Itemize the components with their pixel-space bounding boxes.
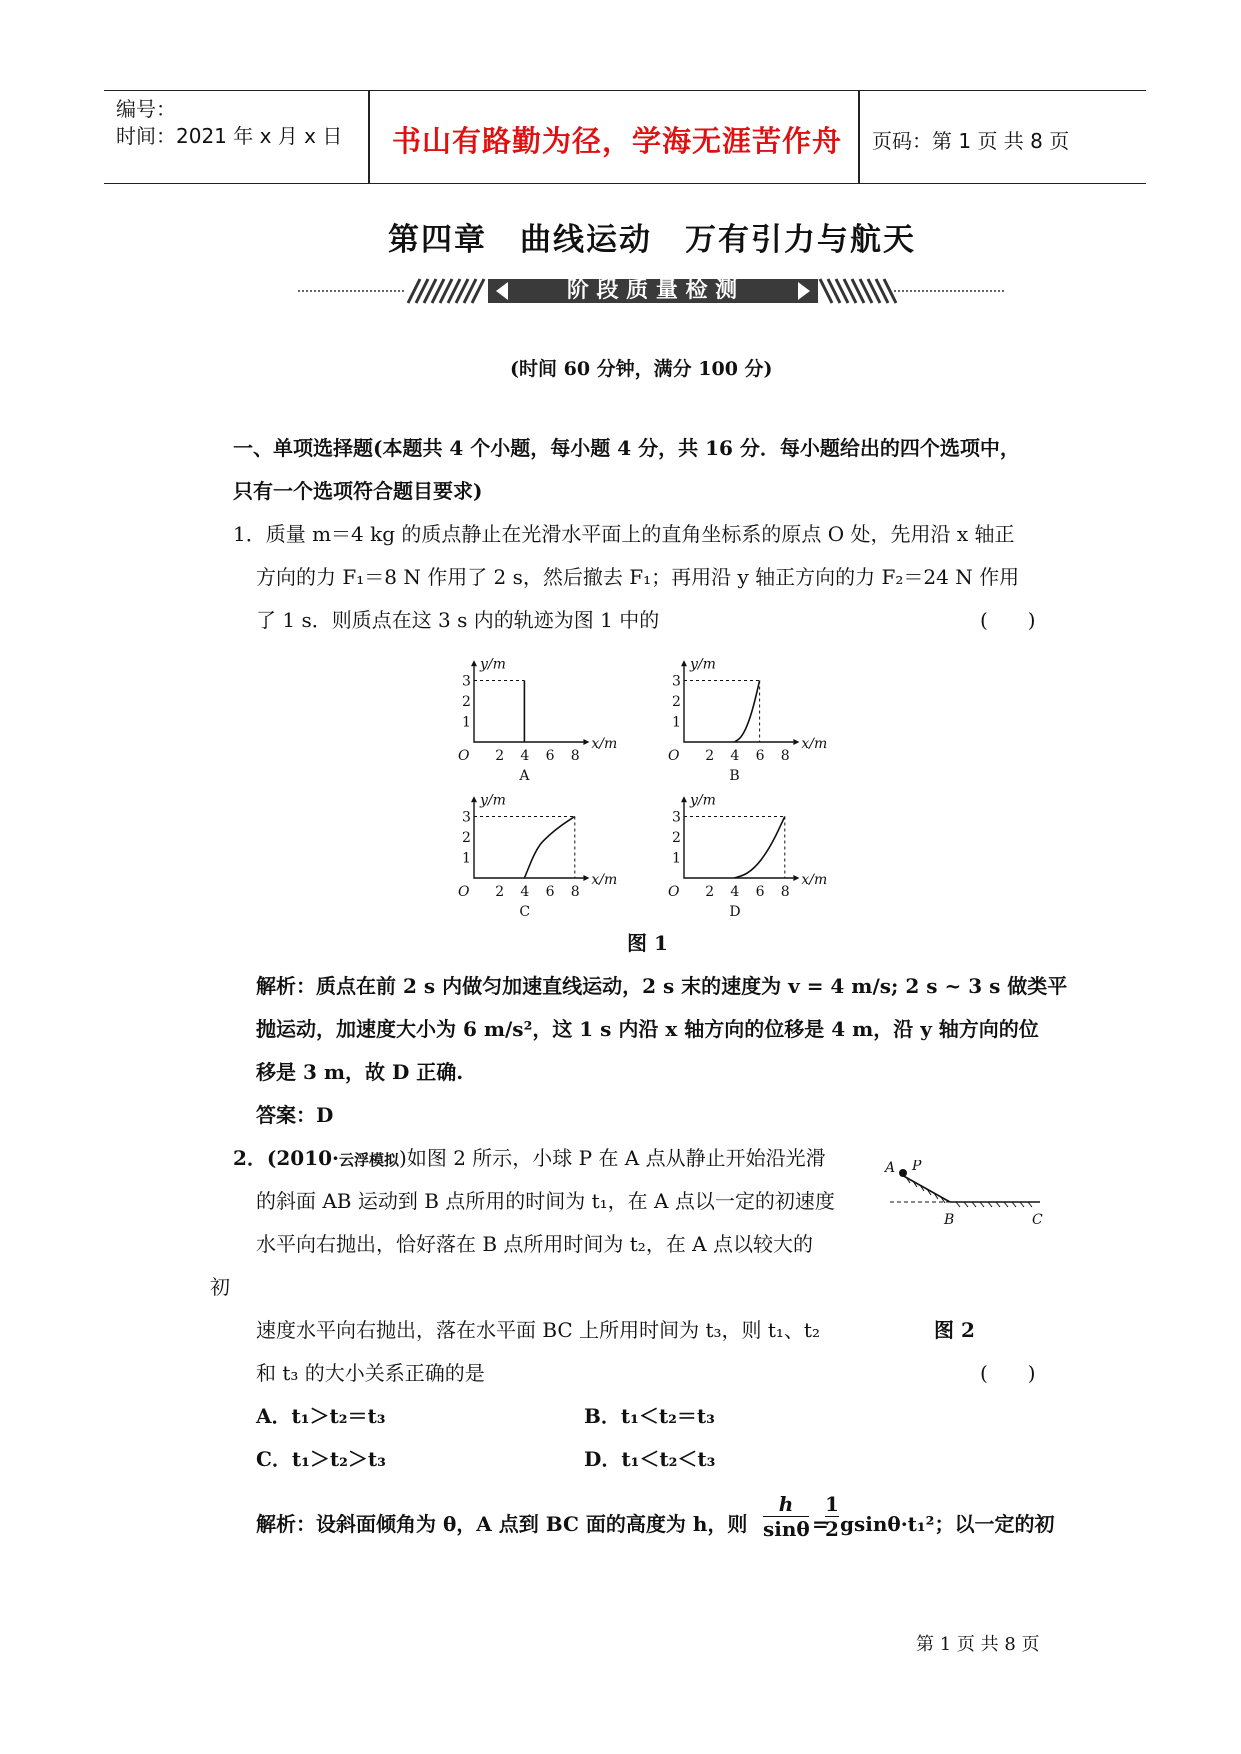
y-tick-A-3: 3 [462, 673, 471, 690]
x-tick-D-2: 2 [705, 884, 715, 900]
q1-analysis-line3: 移是 3 m，故 D 正确. [256, 1060, 464, 1084]
y-axis-label-A: y/m [480, 656, 506, 673]
x-tick-D-6: 6 [755, 884, 765, 900]
x-arrow-D [793, 875, 799, 881]
origin-D: O [668, 884, 680, 900]
y-tick-B-2: 2 [672, 694, 681, 710]
q1-line2: 方向的力 F₁＝8 N 作用了 2 s，然后撤去 F₁；再用沿 y 轴正方向的力 F₂＝24 N 作用 [256, 565, 1020, 589]
x-axis-label-A: x/m [591, 736, 618, 752]
header-divider-left [368, 91, 370, 183]
y-tick-A-1: 1 [462, 714, 471, 731]
panel-label-D: D [729, 904, 741, 920]
x-axis-label-D: x/m [801, 872, 828, 888]
x-axis-label-C: x/m [591, 872, 618, 888]
y-tick-D-3: 3 [672, 809, 681, 826]
fraction-2-denominator: 2 [825, 1517, 839, 1541]
q1-analysis-line2: 抛运动，加速度大小为 6 m/s²，这 1 s 内沿 x 轴方向的位移是 4 m，沿 y 轴方向的位 [256, 1017, 1039, 1041]
y-axis-label-B: y/m [690, 656, 716, 673]
q2-line4: 初 [210, 1275, 230, 1299]
q2-line1-text: )如图 2 所示，小球 P 在 A 点从静止开始沿光滑 [399, 1146, 826, 1170]
q2-line5: 速度水平向右抛出，落在水平面 BC 上所用时间为 t₃，则 t₁、t₂ [256, 1318, 820, 1342]
figure-1-caption: 图 1 [627, 931, 668, 955]
origin-A: O [458, 748, 470, 764]
equals-sign: = [812, 1512, 829, 1536]
trajectory-B [734, 681, 759, 743]
q2-option-c: C．t₁＞t₂＞t₃ [256, 1447, 386, 1471]
x-tick-B-2: 2 [705, 748, 715, 764]
panel-label-C: C [519, 904, 531, 920]
page-code: 页码：第 1 页 共 8 页 [872, 129, 1070, 153]
x-tick-B-6: 6 [755, 748, 765, 764]
q2-line1 [233, 1146, 826, 1172]
x-tick-A-6: 6 [545, 748, 555, 764]
panel-label-B: B [729, 768, 740, 784]
y-tick-C-3: 3 [462, 809, 471, 826]
y-tick-C-1: 1 [462, 850, 471, 867]
origin-C: O [458, 884, 470, 900]
q1-analysis-line1: 解析：质点在前 2 s 内做匀加速直线运动，2 s 末的速度为 v = 4 m/s; 2 s ~ 3 s 做类平 [256, 974, 1068, 998]
y-arrow-B [681, 660, 687, 666]
trajectory-D [734, 817, 784, 879]
q2-answer-bracket: ( ) [980, 1361, 1036, 1385]
y-tick-D-2: 2 [672, 830, 681, 846]
section-heading-line1: 一、单项选择题(本题共 4 个小题，每小题 4 分，共 16 分．每小题给出的四个选项中， [233, 436, 1020, 460]
header-divider-right [858, 91, 860, 183]
q2-line6: 和 t₃ 的大小关系正确的是 [256, 1361, 485, 1385]
x-tick-D-4: 4 [730, 884, 740, 900]
q1-answer-bracket: ( ) [980, 608, 1036, 632]
y-tick-A-2: 2 [462, 694, 471, 710]
y-tick-B-1: 1 [672, 714, 681, 731]
panel-label-A: A [519, 768, 530, 784]
label-b: B [944, 1212, 955, 1228]
x-tick-C-2: 2 [495, 884, 505, 900]
section-heading-line2: 只有一个选项符合题目要求) [233, 479, 483, 503]
q1-line3: 了 1 s．则质点在这 3 s 内的轨迹为图 1 中的 [256, 608, 660, 632]
y-arrow-C [471, 796, 477, 802]
label-a: A [885, 1160, 896, 1176]
figure-2-incline [880, 1160, 1060, 1232]
origin-B: O [668, 748, 680, 764]
axes-D [684, 802, 793, 878]
charts-root [458, 656, 827, 920]
q2-analysis-prefix: 解析：设斜面倾角为 θ，A 点到 BC 面的高度为 h，则 [256, 1512, 748, 1536]
q2-option-b: B．t₁＜t₂＝t₃ [584, 1404, 715, 1428]
y-tick-B-3: 3 [672, 673, 681, 690]
fraction-2-numerator: 1 [825, 1492, 839, 1516]
q1-answer: 答案：D [256, 1103, 334, 1127]
y-tick-C-2: 2 [462, 830, 471, 846]
label-c: C [1032, 1212, 1043, 1228]
page-footer: 第 1 页 共 8 页 [916, 1634, 1040, 1655]
figure-1-charts [438, 644, 858, 922]
exam-info: (时间 60 分钟，满分 100 分) [510, 358, 773, 380]
y-arrow-D [681, 796, 687, 802]
ball-p [899, 1169, 907, 1177]
x-axis-label-B: x/m [801, 736, 828, 752]
fraction-1 [763, 1492, 809, 1541]
y-arrow-A [471, 660, 477, 666]
date-label: 时间：2021 年 x 月 x 日 [116, 124, 343, 148]
x-tick-B-4: 4 [730, 748, 740, 764]
q1-line1: 1．质量 m＝4 kg 的质点静止在光滑水平面上的直角坐标系的原点 O 处，先用沿 x 轴正 [233, 522, 1015, 546]
label-p: P [912, 1160, 922, 1174]
axes-B [684, 666, 793, 742]
trajectory-C [524, 817, 574, 879]
fraction-1-numerator: h [778, 1492, 794, 1516]
chapter-title: 第四章 曲线运动 万有引力与航天 [388, 222, 916, 258]
banner-title: 阶 段 质 量 检 测 [566, 278, 738, 303]
y-tick-D-1: 1 [672, 850, 681, 867]
serial-label: 编号： [116, 97, 176, 121]
x-tick-C-6: 6 [545, 884, 555, 900]
x-arrow-C [583, 875, 589, 881]
x-tick-A-2: 2 [495, 748, 505, 764]
q2-source-prefix: 2．(2010· [233, 1146, 340, 1170]
x-tick-C-8: 8 [570, 884, 580, 900]
q2-line2: 的斜面 AB 运动到 B 点所用的时间为 t₁，在 A 点以一定的初速度 [256, 1189, 835, 1213]
x-tick-A-8: 8 [570, 748, 580, 764]
y-axis-label-C: y/m [480, 792, 506, 809]
x-arrow-A [583, 739, 589, 745]
q2-analysis-suffix: gsinθ·t₁²；以一定的初 [840, 1512, 1055, 1536]
y-axis-label-D: y/m [690, 792, 716, 809]
q2-option-a: A．t₁＞t₂＝t₃ [256, 1404, 386, 1428]
x-tick-A-4: 4 [520, 748, 530, 764]
x-tick-D-8: 8 [780, 884, 790, 900]
q2-option-d: D．t₁＜t₂＜t₃ [584, 1447, 716, 1471]
figure-2-caption: 图 2 [934, 1318, 975, 1342]
x-arrow-B [793, 739, 799, 745]
q2-source: 云浮模拟 [339, 1151, 400, 1169]
x-tick-B-8: 8 [780, 748, 790, 764]
x-tick-C-4: 4 [520, 884, 530, 900]
axes-A [474, 666, 583, 742]
q2-line3: 水平向右抛出，恰好落在 B 点所用时间为 t₂，在 A 点以较大的 [256, 1232, 813, 1256]
fraction-2 [825, 1492, 839, 1541]
fraction-1-denominator: sinθ [763, 1517, 810, 1541]
motto: 书山有路勤为径，学海无涯苦作舟 [392, 124, 843, 158]
